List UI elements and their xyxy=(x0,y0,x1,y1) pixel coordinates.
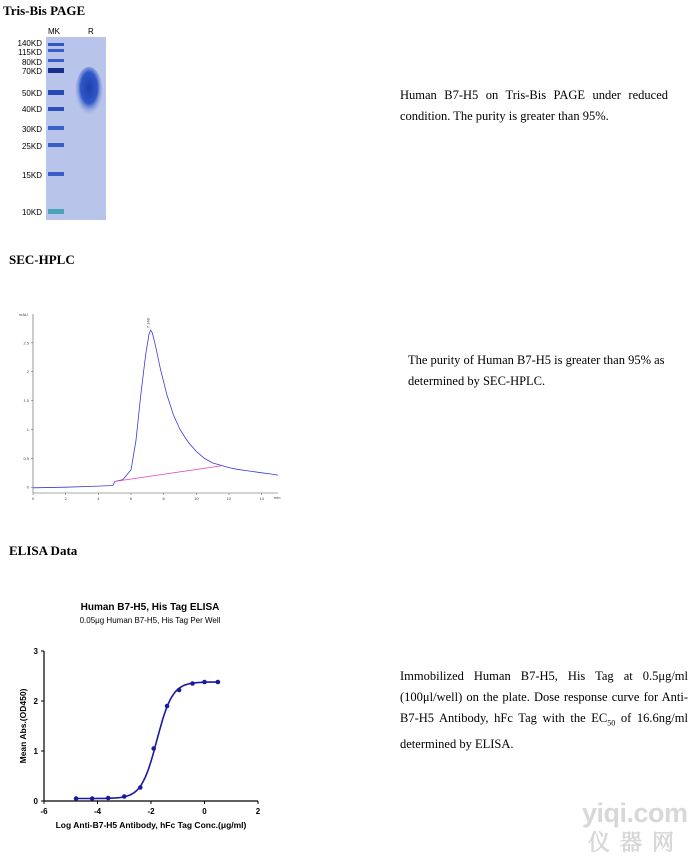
marker-band-40 xyxy=(48,107,64,111)
elisa-desc-part1: Immobilized Human B7-H5, His Tag at 0.5μg/ml (100μl/well) on the plate. Dose response curve for Anti-B7-H5 Antibody, hFc Tag with the EC xyxy=(400,669,688,725)
elisa-y-tick-label: 2 xyxy=(33,697,38,706)
elisa-x-tick-label: 2 xyxy=(255,807,261,816)
elisa-data-point xyxy=(177,688,182,693)
marker-label-140kd: 140KD xyxy=(17,39,42,48)
sec-x-tick-label: 10 xyxy=(194,496,199,501)
marker-band-30 xyxy=(48,126,64,130)
sec-x-tick-label: 8 xyxy=(162,496,165,501)
sec-y-tick-label: 1 xyxy=(26,426,29,432)
marker-label-115kd: 115KD xyxy=(18,48,42,57)
marker-label-80kd: 80KD xyxy=(21,58,42,67)
elisa-data-point xyxy=(90,796,95,801)
elisa-x-tick-label: -2 xyxy=(147,807,155,816)
elisa-x-tick-label: -4 xyxy=(93,807,102,816)
sec-y-tick-label: 2 xyxy=(26,369,29,375)
sec-x-tick-label: 0 xyxy=(31,496,35,501)
sec-y-tick-label: 1.5 xyxy=(23,398,29,404)
elisa-data-point xyxy=(106,796,111,801)
marker-label-25kd: 25KD xyxy=(21,142,42,151)
marker-band-80 xyxy=(48,59,64,62)
elisa-data-point xyxy=(138,785,143,790)
elisa-desc-part2: of 16.6ng/ml determined by ELISA. xyxy=(400,711,688,751)
marker-label-40kd: 40KD xyxy=(21,105,42,114)
sec-x-tick-label: 12 xyxy=(226,496,232,501)
marker-band-15 xyxy=(48,172,64,176)
sec-x-tick-label: 4 xyxy=(97,496,100,501)
elisa-chart-subtitle: 0.05μg Human B7-H5, His Tag Per Well xyxy=(79,616,221,625)
elisa-description xyxy=(400,666,688,755)
lane-label-r: R xyxy=(88,27,94,36)
marker-band-10 xyxy=(48,209,64,214)
marker-band-50 xyxy=(48,90,64,95)
sds-page-gel-image xyxy=(46,37,106,220)
sec-x-tick-label: 14 xyxy=(259,496,264,501)
elisa-desc-sub: 50 xyxy=(607,718,616,728)
elisa-y-tick-label: 3 xyxy=(33,647,38,656)
marker-label-50kd: 50KD xyxy=(21,89,42,98)
marker-label-30kd: 30KD xyxy=(21,125,42,134)
sec-peak-label: 7.148 xyxy=(145,318,151,329)
marker-band-25 xyxy=(48,143,64,147)
sec-y-tick-label: 0.5 xyxy=(23,455,29,461)
sec-signal-line xyxy=(33,330,278,488)
sec-baseline-line xyxy=(115,466,221,482)
elisa-chart-title: Human B7-H5, His Tag ELISA xyxy=(80,602,220,613)
marker-label-70kd: 70KD xyxy=(21,67,42,76)
elisa-x-tick-label: -6 xyxy=(40,807,48,816)
gel-bands xyxy=(46,37,106,220)
sec-x-tick-label: 2 xyxy=(64,496,67,501)
sec-section-title: SEC-HPLC xyxy=(9,252,75,267)
sec-x-tick-label: 6 xyxy=(129,496,133,501)
elisa-chart xyxy=(0,595,300,840)
elisa-data-point xyxy=(165,704,170,709)
watermark-cn-text: 仪器网 xyxy=(588,830,685,855)
elisa-fit-curve xyxy=(76,682,218,799)
elisa-y-tick-label: 1 xyxy=(33,747,38,756)
elisa-section-title: ELISA Data xyxy=(9,543,78,558)
elisa-y-tick-label: 0 xyxy=(33,797,38,806)
marker-label-15kd: 15KD xyxy=(21,171,42,180)
page-section-title: Tris-Bis PAGE xyxy=(3,3,86,18)
marker-band-70 xyxy=(48,68,64,73)
elisa-data-point xyxy=(216,680,221,685)
elisa-data-point xyxy=(190,681,195,686)
sec-y-tick-label: 2.5 xyxy=(23,340,29,346)
elisa-data-point xyxy=(74,796,79,801)
page-description: Human B7-H5 on Tris-Bis PAGE under reduced condition. The purity is greater than 95%. xyxy=(400,88,668,123)
lane-label-mk: MK xyxy=(48,27,60,36)
elisa-x-tick-label: 0 xyxy=(202,807,207,816)
sample-band xyxy=(75,67,103,119)
marker-band-115 xyxy=(48,49,64,52)
marker-band-140 xyxy=(48,43,64,46)
elisa-x-axis-label: Log Anti-B7-H5 Antibody, hFc Tag Conc.(μg/ml) xyxy=(55,820,247,830)
elisa-data-point xyxy=(202,680,207,685)
sec-y-tick-label: 0 xyxy=(26,484,29,490)
sec-description: The purity of Human B7-H5 is greater than 95% as determined by SEC-HPLC. xyxy=(408,353,665,388)
elisa-y-axis-label: Mean Abs.(OD450) xyxy=(18,688,28,764)
elisa-data-point xyxy=(151,746,156,751)
sec-x-unit: min xyxy=(274,495,281,500)
marker-label-10kd: 10KD xyxy=(21,208,42,217)
sec-y-unit: mAU xyxy=(19,312,28,317)
watermark-text: yiqi.com xyxy=(582,798,688,828)
elisa-data-point xyxy=(122,794,127,799)
sec-hplc-chart xyxy=(0,300,300,510)
